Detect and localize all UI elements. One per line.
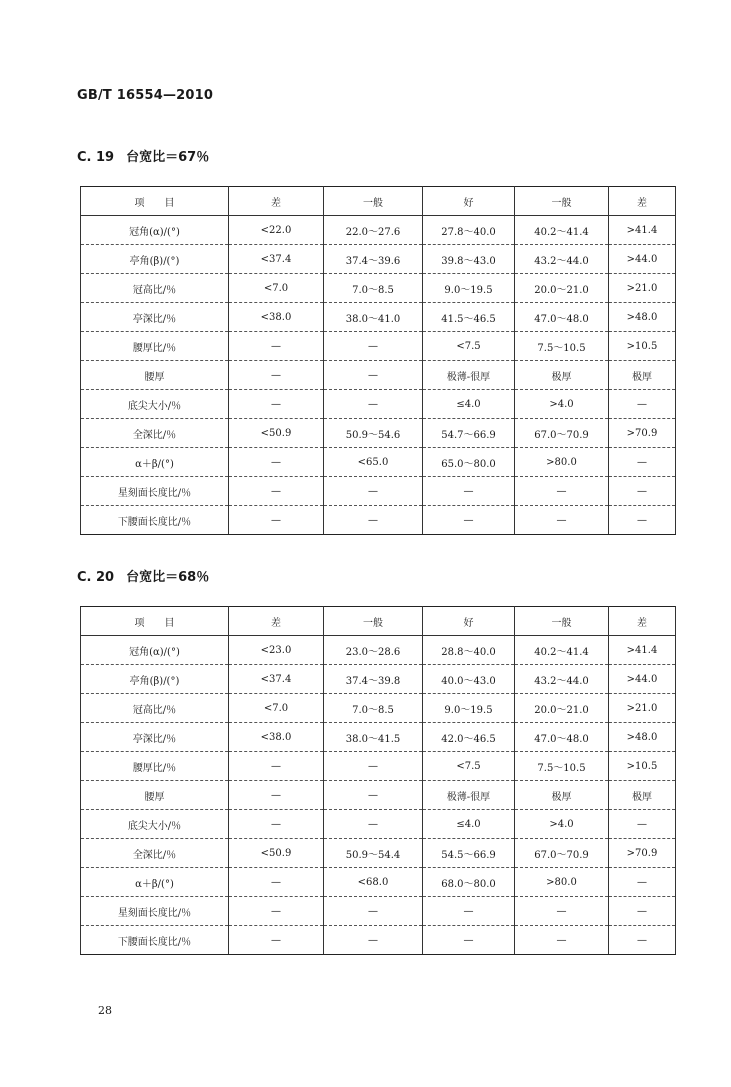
- table-cell: ≤4.0: [423, 390, 515, 419]
- table-cell: —: [229, 390, 324, 419]
- row-label: 亭角(β)/(°): [81, 665, 229, 694]
- document-header: GB/T 16554—2010: [77, 88, 214, 103]
- table-cell: —: [609, 868, 676, 897]
- table-cell: —: [324, 361, 423, 390]
- table-row: [81, 506, 676, 535]
- table-cell: 40.0～43.0: [423, 665, 515, 694]
- row-label: α＋β/(°): [81, 868, 229, 897]
- table-cell: —: [515, 477, 609, 506]
- table-cell: 40.2～41.4: [515, 636, 609, 665]
- table-row: [81, 752, 676, 781]
- table-cell: 7.0～8.5: [324, 274, 423, 303]
- table-cell: 20.0～21.0: [515, 274, 609, 303]
- table-cell: 68.0～80.0: [423, 868, 515, 897]
- table-c20: [80, 606, 676, 955]
- table-cell: 65.0～80.0: [423, 448, 515, 477]
- table-c19: [80, 186, 676, 535]
- row-label: 全深比/％: [81, 419, 229, 448]
- column-header: 好: [423, 607, 515, 636]
- table-cell: 43.2～44.0: [515, 665, 609, 694]
- page-number: 28: [98, 1004, 112, 1017]
- table-cell: 9.0～19.5: [423, 694, 515, 723]
- table-cell: 40.2～41.4: [515, 216, 609, 245]
- table-cell: —: [609, 390, 676, 419]
- table-cell: <38.0: [229, 723, 324, 752]
- table-cell: —: [324, 506, 423, 535]
- row-label: 腰厚: [81, 781, 229, 810]
- table-cell: 极厚: [609, 781, 676, 810]
- row-label: 腰厚比/％: [81, 332, 229, 361]
- table-header-row: [81, 607, 676, 636]
- table-cell: —: [324, 477, 423, 506]
- table-cell: >4.0: [515, 390, 609, 419]
- table-cell: 7.0～8.5: [324, 694, 423, 723]
- row-label: 底尖大小/％: [81, 810, 229, 839]
- table-cell: >41.4: [609, 636, 676, 665]
- table-cell: —: [229, 810, 324, 839]
- section-heading: 台宽比＝67％: [126, 150, 210, 165]
- table-cell: ≤4.0: [423, 810, 515, 839]
- row-label: 下腰面长度比/％: [81, 926, 229, 955]
- table-cell: <7.5: [423, 332, 515, 361]
- table-cell: >70.9: [609, 419, 676, 448]
- table-cell: 38.0～41.5: [324, 723, 423, 752]
- row-label: 下腰面长度比/％: [81, 506, 229, 535]
- table-cell: 54.7～66.9: [423, 419, 515, 448]
- table-header-row: [81, 187, 676, 216]
- table-cell: 极厚: [515, 361, 609, 390]
- table-cell: —: [229, 752, 324, 781]
- table-cell: 极厚: [515, 781, 609, 810]
- table-cell: 27.8～40.0: [423, 216, 515, 245]
- table-row: [81, 636, 676, 665]
- row-label: α＋β/(°): [81, 448, 229, 477]
- table-row: [81, 723, 676, 752]
- table-row: [81, 361, 676, 390]
- table-cell: —: [229, 506, 324, 535]
- table-cell: 9.0～19.5: [423, 274, 515, 303]
- table-cell: 42.0～46.5: [423, 723, 515, 752]
- table-row: [81, 810, 676, 839]
- table-cell: 28.8～40.0: [423, 636, 515, 665]
- row-label: 冠角(α)/(°): [81, 636, 229, 665]
- row-label: 腰厚: [81, 361, 229, 390]
- table-cell: <50.9: [229, 839, 324, 868]
- section-heading: 台宽比＝68％: [126, 570, 210, 585]
- row-label: 冠高比/％: [81, 274, 229, 303]
- section-title-c19: [77, 146, 209, 165]
- table-cell: <7.0: [229, 694, 324, 723]
- table-cell: >10.5: [609, 332, 676, 361]
- table-cell: —: [229, 448, 324, 477]
- table-cell: 22.0～27.6: [324, 216, 423, 245]
- table-cell: —: [324, 781, 423, 810]
- section-number: C. 19: [77, 150, 115, 165]
- table-cell: 47.0～48.0: [515, 303, 609, 332]
- table-cell: 47.0～48.0: [515, 723, 609, 752]
- row-label: 亭深比/％: [81, 303, 229, 332]
- table-cell: —: [229, 926, 324, 955]
- table-cell: >48.0: [609, 723, 676, 752]
- table-row: [81, 694, 676, 723]
- table-cell: >4.0: [515, 810, 609, 839]
- table-row: [81, 839, 676, 868]
- table-cell: 67.0～70.9: [515, 839, 609, 868]
- column-header: 一般: [515, 607, 609, 636]
- table-cell: 极厚: [609, 361, 676, 390]
- table-cell: 20.0～21.0: [515, 694, 609, 723]
- table-cell: —: [423, 926, 515, 955]
- table-cell: —: [324, 332, 423, 361]
- table-cell: —: [229, 361, 324, 390]
- table-cell: >41.4: [609, 216, 676, 245]
- column-header: 一般: [324, 607, 423, 636]
- table-cell: —: [423, 897, 515, 926]
- table-cell: >80.0: [515, 868, 609, 897]
- table-cell: —: [515, 506, 609, 535]
- table-cell: <50.9: [229, 419, 324, 448]
- table-cell: —: [609, 448, 676, 477]
- table-cell: <68.0: [324, 868, 423, 897]
- row-label: 冠角(α)/(°): [81, 216, 229, 245]
- table-cell: 极薄-很厚: [423, 361, 515, 390]
- table-cell: 37.4～39.6: [324, 245, 423, 274]
- table-cell: <7.5: [423, 752, 515, 781]
- table-cell: <38.0: [229, 303, 324, 332]
- table-cell: —: [515, 897, 609, 926]
- table-row: [81, 245, 676, 274]
- row-label: 全深比/％: [81, 839, 229, 868]
- table-cell: —: [324, 810, 423, 839]
- row-label: 冠高比/％: [81, 694, 229, 723]
- table-cell: >10.5: [609, 752, 676, 781]
- table-row: [81, 926, 676, 955]
- table-cell: 50.9～54.6: [324, 419, 423, 448]
- table-cell: >44.0: [609, 245, 676, 274]
- row-label: 星刻面长度比/％: [81, 477, 229, 506]
- table-cell: 23.0～28.6: [324, 636, 423, 665]
- table-row: [81, 477, 676, 506]
- table-cell: <37.4: [229, 665, 324, 694]
- table-cell: —: [609, 506, 676, 535]
- table-cell: —: [229, 781, 324, 810]
- table-cell: —: [324, 752, 423, 781]
- table-cell: —: [609, 477, 676, 506]
- table-cell: 50.9～54.4: [324, 839, 423, 868]
- table-cell: —: [229, 332, 324, 361]
- table-cell: —: [324, 390, 423, 419]
- table-cell: —: [609, 810, 676, 839]
- table-cell: —: [423, 506, 515, 535]
- table-row: [81, 665, 676, 694]
- table-cell: —: [609, 897, 676, 926]
- table-cell: 43.2～44.0: [515, 245, 609, 274]
- table-cell: >44.0: [609, 665, 676, 694]
- table-cell: 极薄-很厚: [423, 781, 515, 810]
- table-cell: 41.5～46.5: [423, 303, 515, 332]
- column-header: 项 目: [81, 187, 229, 216]
- table-row: [81, 448, 676, 477]
- table-row: [81, 419, 676, 448]
- column-header: 差: [609, 607, 676, 636]
- table-row: [81, 274, 676, 303]
- table-cell: <23.0: [229, 636, 324, 665]
- table-cell: >48.0: [609, 303, 676, 332]
- table-cell: <37.4: [229, 245, 324, 274]
- table-cell: 7.5～10.5: [515, 332, 609, 361]
- table-cell: —: [229, 868, 324, 897]
- column-header: 差: [609, 187, 676, 216]
- column-header: 一般: [515, 187, 609, 216]
- table-cell: <7.0: [229, 274, 324, 303]
- table-cell: <65.0: [324, 448, 423, 477]
- table-cell: —: [515, 926, 609, 955]
- table-cell: —: [324, 897, 423, 926]
- table-cell: 54.5～66.9: [423, 839, 515, 868]
- table-cell: 37.4～39.8: [324, 665, 423, 694]
- column-header: 差: [229, 187, 324, 216]
- column-header: 一般: [324, 187, 423, 216]
- table-cell: >21.0: [609, 274, 676, 303]
- row-label: 底尖大小/％: [81, 390, 229, 419]
- table-row: [81, 390, 676, 419]
- table-cell: 67.0～70.9: [515, 419, 609, 448]
- table-cell: >21.0: [609, 694, 676, 723]
- table-cell: —: [609, 926, 676, 955]
- row-label: 星刻面长度比/％: [81, 897, 229, 926]
- table-cell: —: [423, 477, 515, 506]
- table-cell: —: [324, 926, 423, 955]
- table-cell: 7.5～10.5: [515, 752, 609, 781]
- table-cell: >70.9: [609, 839, 676, 868]
- section-title-c20: [77, 566, 209, 585]
- table-row: [81, 216, 676, 245]
- table-row: [81, 781, 676, 810]
- table-cell: —: [229, 477, 324, 506]
- table-row: [81, 897, 676, 926]
- table-row: [81, 303, 676, 332]
- table-cell: >80.0: [515, 448, 609, 477]
- section-number: C. 20: [77, 570, 115, 585]
- row-label: 亭深比/％: [81, 723, 229, 752]
- table-cell: 38.0～41.0: [324, 303, 423, 332]
- table-row: [81, 868, 676, 897]
- row-label: 亭角(β)/(°): [81, 245, 229, 274]
- column-header: 好: [423, 187, 515, 216]
- table-cell: <22.0: [229, 216, 324, 245]
- table-cell: 39.8～43.0: [423, 245, 515, 274]
- row-label: 腰厚比/％: [81, 752, 229, 781]
- table-cell: —: [229, 897, 324, 926]
- table-row: [81, 332, 676, 361]
- column-header: 项 目: [81, 607, 229, 636]
- column-header: 差: [229, 607, 324, 636]
